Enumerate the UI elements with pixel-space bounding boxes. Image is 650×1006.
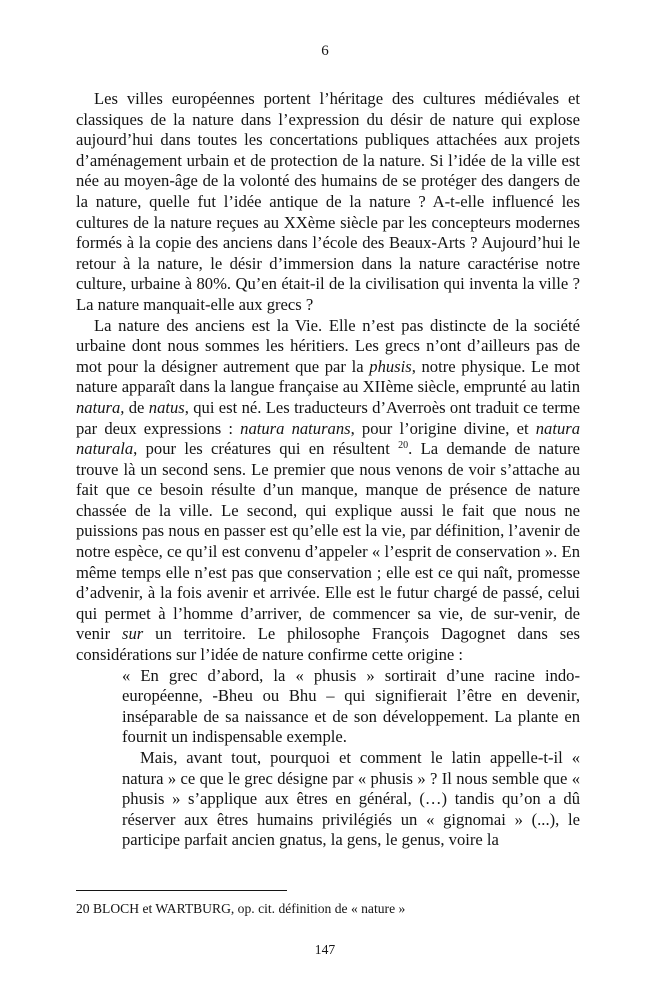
quote-paragraph-2: Mais, avant tout, pourquoi et comment le latin appelle-t-il « natura » ce que le grec désigne par « phusis » ? Il nous semble que « phusis » s’applique aux êtres en général, (…) tandis qu’on a dû réserver aux êtres humains privilégiés un « gignomai » (...), le participe parfait ancien gnatus, la gens, le genus, voire la	[122, 748, 580, 850]
italic-term: natus	[148, 397, 185, 417]
page-number: 147	[314, 942, 336, 957]
text-run: , notre physique. Le mot nature apparaît dans la langue française au XIIème siècle, emprunté au latin	[76, 356, 580, 397]
quote-paragraph-1: « En grec d’abord, la « phusis » sortirait d’une racine indo-européenne, -Bheu ou Bhu – qui signifierait l’être en devenir, inséparable de sa naissance et de son développement. La plante en fournit un indispensable exemple.	[122, 665, 580, 747]
footnote-20: 20 BLOCH et WARTBURG, op. cit. définition de « nature »	[76, 901, 406, 916]
block-quote	[122, 666, 580, 851]
running-page-number: 6	[321, 43, 329, 59]
text-run: , pour les créatures qui en résultent	[133, 439, 390, 459]
italic-term: natura naturans	[240, 418, 351, 438]
footnote-reference: 20	[398, 440, 409, 452]
text-run: , pour l’origine divine, et	[350, 418, 536, 438]
italic-term: natura naturala	[76, 418, 580, 459]
text-run: . La demande de nature trouve là un second sens. Le premier que nous venons de voir s’attache au fait que ce besoin résulte d’un manque, manque de présence de nature chassée de la ville. Le second, qui explique aussi le fait que nous ne puissions pas nous en passer est qu’elle est la vie, par définition, l’avenir de notre espèce, ce qu’il est convenu d’appeler « l’esprit de conservation ». En même temps elle n’est pas que conservation ; elle est ce qui naît, promesse d’advenir, à la fois avenir et arrivée. Elle est le futur chargé de passé, celui qui permet à l’homme d’arriver, de commencer sa vie, de sur-venir, de venir	[76, 439, 580, 644]
text-run: , qui est né. Les traducteurs d’Averroès ont traduit ce terme par deux expressions :	[76, 397, 580, 438]
text-run: La nature des anciens est la Vie. Elle n’est pas distincte de la société urbaine dont nous sommes les héritiers. Les grecs n’ont d’ailleurs pas de mot pour la désigner autrement que par la	[76, 315, 580, 376]
text-run: de	[124, 397, 149, 417]
italic-term: sur	[122, 624, 144, 644]
main-text	[76, 89, 580, 851]
paragraph-2	[76, 316, 580, 666]
text-run: un territoire. Le philosophe François Dagognet dans ses considérations sur l’idée de nature confirme cette origine :	[76, 624, 581, 665]
italic-term: natura,	[76, 397, 125, 417]
italic-term: phusis	[369, 356, 412, 376]
paragraph-1: Les villes européennes portent l’héritage des cultures médiévales et classiques de la nature dans l’expression du désir de nature qui explose aujourd’hui dans toutes les concertations publiques attachées aux projets d’aménagement urbain et de protection de la nature. Si l’idée de la ville est née au moyen-âge de la volonté des humains de se protéger des dangers de la nature, quelle fut l’idée antique de la nature ? A-t-elle influencé les cultures de la nature reçues au XXème siècle par les concepteurs modernes formés à la copie des anciens dans l’école des Beaux-Arts ? Aujourd’hui le retour à la nature, le désir d’immersion dans la nature caractérise notre culture, urbaine à 80%. Qu’en était-il de la civilisation qui inventa la ville ? La nature manquait-elle aux grecs ?	[76, 89, 580, 314]
footnote-divider	[76, 890, 287, 891]
